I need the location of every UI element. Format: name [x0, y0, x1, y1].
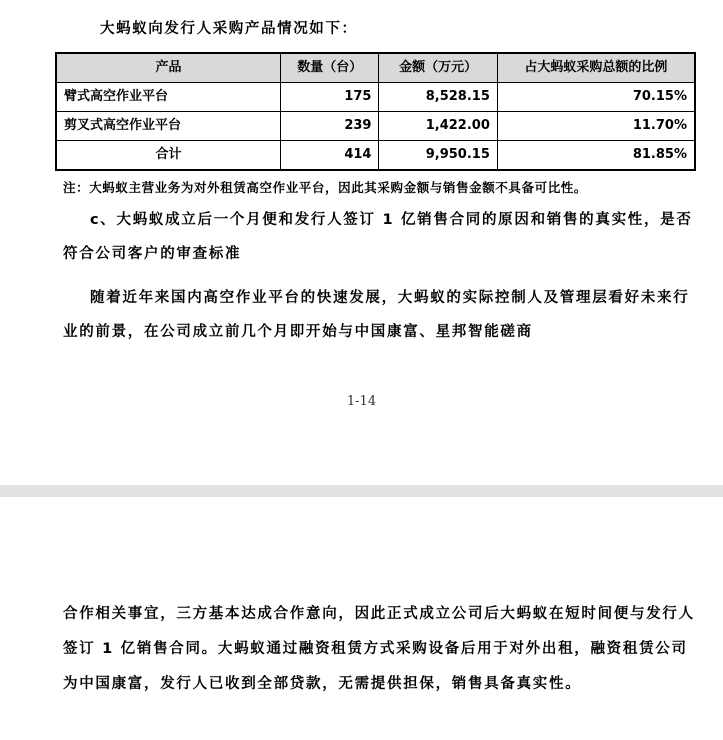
- header-ratio: 占大蚂蚁采购总额的比例: [497, 53, 695, 83]
- page-separator: [0, 485, 723, 497]
- cell-ratio: 11.70%: [497, 112, 695, 141]
- cell-product: 剪叉式高空作业平台: [56, 112, 281, 141]
- cell-quantity: 414: [281, 141, 379, 171]
- cell-total-label: 合计: [56, 141, 281, 171]
- cell-amount: 9,950.15: [379, 141, 497, 171]
- table-row: [56, 112, 695, 141]
- table-intro: 大蚂蚁向发行人采购产品情况如下：: [100, 21, 358, 37]
- page-number: 1-14: [346, 394, 377, 409]
- cell-ratio: 70.15%: [497, 83, 695, 112]
- table-note: 注：大蚂蚁主营业务为对外租赁高空作业平台，因此其采购金额与销售金额不具备可比性。: [63, 180, 588, 195]
- cell-amount: 1,422.00: [379, 112, 497, 141]
- table-row: [56, 83, 695, 112]
- purchase-table: [55, 52, 696, 171]
- header-amount: 金额（万元）: [379, 53, 497, 83]
- body-paragraph-1-text: 随着近年来国内高空作业平台的快速发展，大蚂蚁的实际控制人及管理层看好未来行业的前景，在公司成立前几个月即开始与中国康富、星邦智能磋商: [63, 290, 690, 340]
- body-paragraph-1: [63, 281, 703, 349]
- cell-quantity: 239: [281, 112, 379, 141]
- header-product: 产品: [56, 53, 281, 83]
- body-paragraph-2: 合作相关事宜，三方基本达成合作意向，因此正式成立公司后大蚂蚁在短时间便与发行人签订 1 亿销售合同。大蚂蚁通过融资租赁方式采购设备后用于对外出租，融资租赁公司为中国康富，发行人已收到全部贷款，无需提供担保，销售具备真实性。: [63, 606, 695, 692]
- section-heading-c-text: c、大蚂蚁成立后一个月便和发行人签订 1 亿销售合同的原因和销售的真实性，是否符合公司客户的审查标准: [63, 212, 693, 262]
- section-heading-c: [63, 203, 703, 271]
- cell-quantity: 175: [281, 83, 379, 112]
- cell-amount: 8,528.15: [379, 83, 497, 112]
- table-header-row: [56, 53, 695, 83]
- cell-product: 臂式高空作业平台: [56, 83, 281, 112]
- cell-ratio: 81.85%: [497, 141, 695, 171]
- header-quantity: 数量（台）: [281, 53, 379, 83]
- table-total-row: [56, 141, 695, 171]
